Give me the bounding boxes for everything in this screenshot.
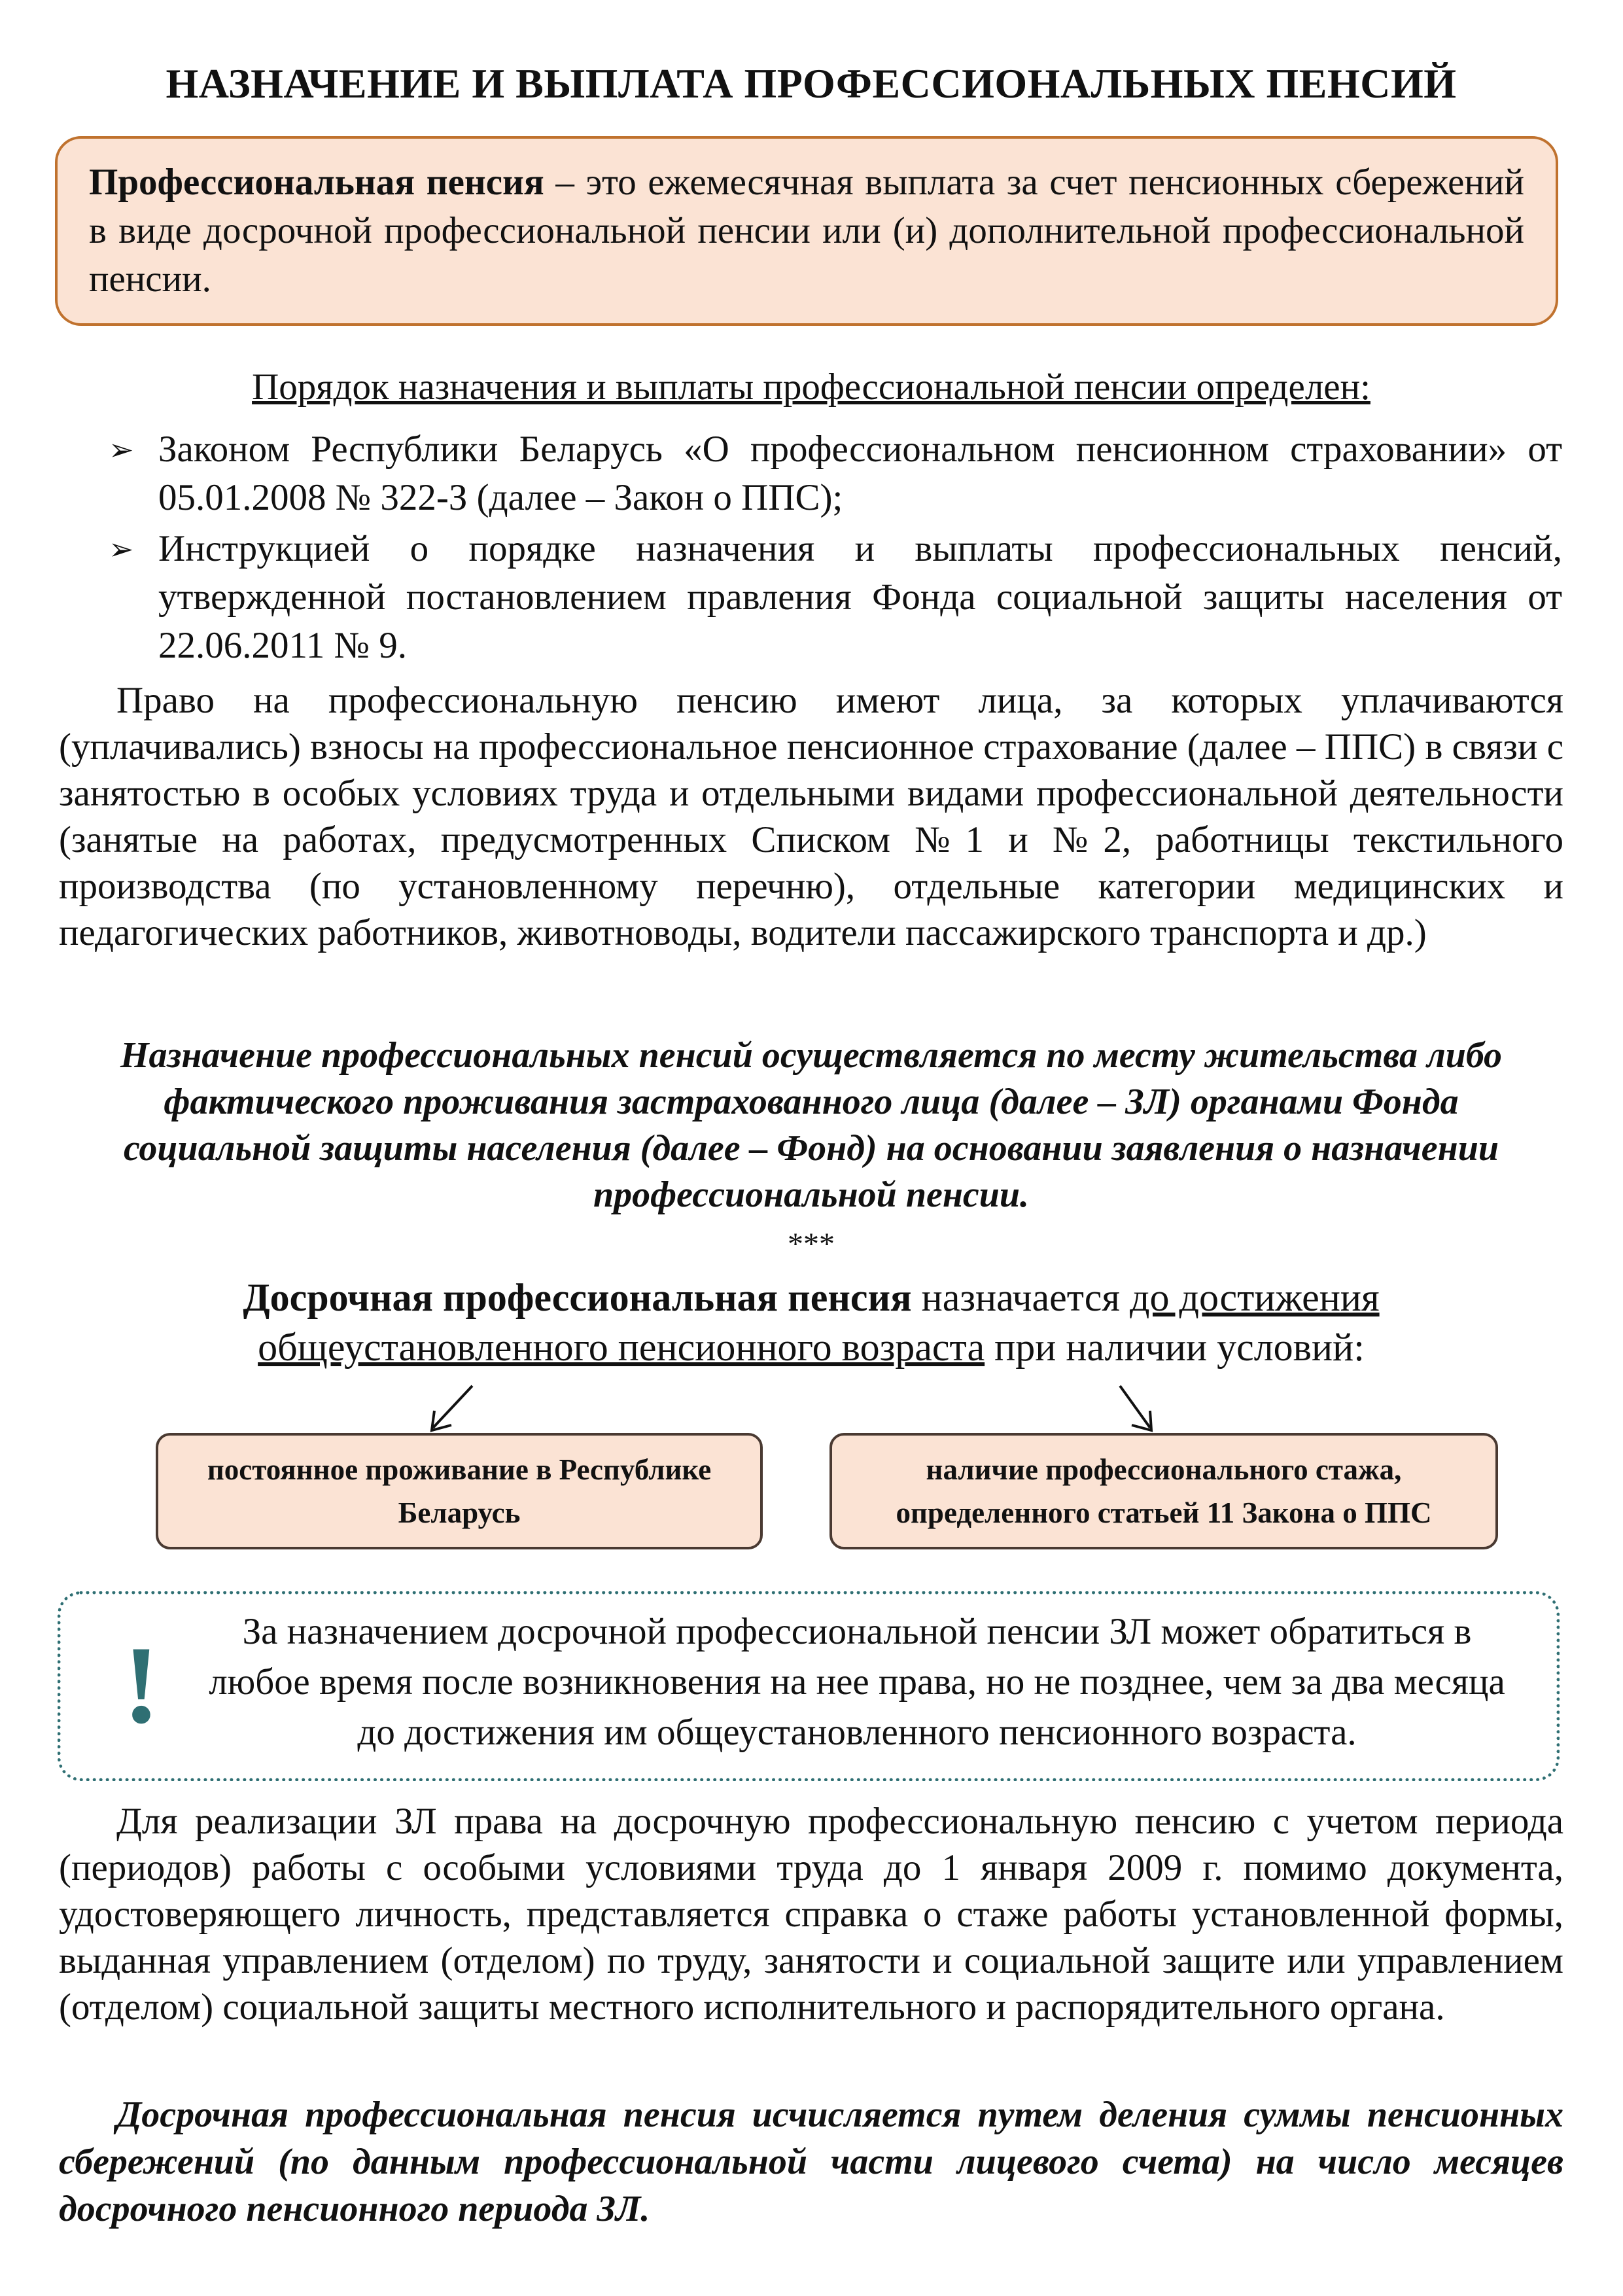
condition-arrows xyxy=(0,1381,1623,1439)
realization-paragraph xyxy=(59,1798,1563,2030)
condition-residence-box xyxy=(156,1433,763,1549)
condition-experience-text: наличие профессионального стажа, определенного статьей 11 Закона о ППС xyxy=(896,1453,1432,1529)
definition-box xyxy=(55,136,1558,326)
arrow-right-icon xyxy=(1120,1386,1151,1430)
rights-paragraph-text: Право на профессиональную пенсию имеют лица, за которых уплачиваются (уплачивались) взносы на профессиональное пенсионное страхование (далее – ППС) в связи с занятостью в особых условиях труда и отдельными видами профессиональной деятельности (занятые на работах, предусмотренных Списком №1 и №2, работницы текстильного производства (по установленному перечню), отдельные категории медицинских и педагогических работников, животноводы, водители пассажирского транспорта и др.) xyxy=(59,680,1563,953)
rights-paragraph xyxy=(59,677,1563,956)
law-item-text: Инструкцией о порядке назначения и выплаты профессиональных пенсий, утвержденной постановлением правления Фонда социальной защиты населения от 22.06.2011 № 9. xyxy=(158,528,1562,666)
early-pension-term: Досрочная профессиональная пенсия xyxy=(243,1276,912,1319)
page-title: НАЗНАЧЕНИЕ И ВЫПЛАТА ПРОФЕССИОНАЛЬНЫХ ПЕНСИЙ xyxy=(166,60,1457,107)
note-text: За назначением досрочной профессиональной пенсии ЗЛ может обратиться в любое время после возникновения на нее права, но не позднее, чем за два месяца до достижения им общеустановленного пенсионного возраста. xyxy=(209,1611,1505,1753)
calculation-statement xyxy=(59,2091,1563,2233)
early-pension-underlined: до достижения общеустановленного пенсионного возраста xyxy=(258,1276,1380,1369)
arrowhead-bullet-icon: ➢ xyxy=(109,531,134,567)
early-pension-heading xyxy=(157,1273,1465,1372)
definition-term: Профессиональная пенсия xyxy=(89,162,544,203)
condition-experience-box xyxy=(829,1433,1498,1549)
section-separator: *** xyxy=(788,1227,835,1262)
exclamation-icon: ! xyxy=(122,1623,160,1746)
assignment-statement: Назначение профессиональных пенсий осуществляется по месту жительства либо фактического проживания застрахованного лица (далее – ЗЛ) органами Фонда социальной защиты населения (далее – Фонд) на основании заявления о назначении профессиональной пенсии. xyxy=(120,1035,1503,1215)
arrowhead-bullet-icon: ➢ xyxy=(109,432,134,467)
arrow-left-icon xyxy=(432,1386,472,1430)
law-item-text: Законом Республики Беларусь «О профессиональном пенсионном страховании» от 05.01.2008 № 322-З (далее – Закон о ППС); xyxy=(158,429,1562,518)
definition-text: – это ежемесячная выплата за счет пенсионных сбережений в виде досрочной профессиональной пенсии или (и) дополнительной профессиональной пенсии. xyxy=(89,162,1524,300)
early-pension-text-end: при наличии условий: xyxy=(985,1326,1365,1369)
laws-list xyxy=(105,425,1562,673)
condition-residence-text: постоянное проживание в Республике Беларусь xyxy=(207,1453,712,1529)
realization-paragraph-text: Для реализации ЗЛ права на досрочную профессиональную пенсию с учетом периода (периодов) работы с особыми условиями труда до 1 января 2009 г. помимо документа, удостоверяющего личность, представляется справка о стаже работы установленной формы, выданная управлением (отделом) по труду, занятости и социальной защите или управлением (отделом) социальной защиты местного исполнительного и распорядительного органа. xyxy=(59,1801,1563,2028)
list-item xyxy=(105,525,1562,670)
procedure-heading: Порядок назначения и выплаты профессиональной пенсии определен: xyxy=(252,366,1370,408)
calculation-statement-text: Досрочная профессиональная пенсия исчисляется путем деления суммы пенсионных сбережений (по данным профессиональной части лицевого счета) на число месяцев досрочного пенсионного периода ЗЛ. xyxy=(59,2094,1563,2229)
list-item xyxy=(105,425,1562,522)
early-pension-text: назначается xyxy=(911,1276,1130,1319)
